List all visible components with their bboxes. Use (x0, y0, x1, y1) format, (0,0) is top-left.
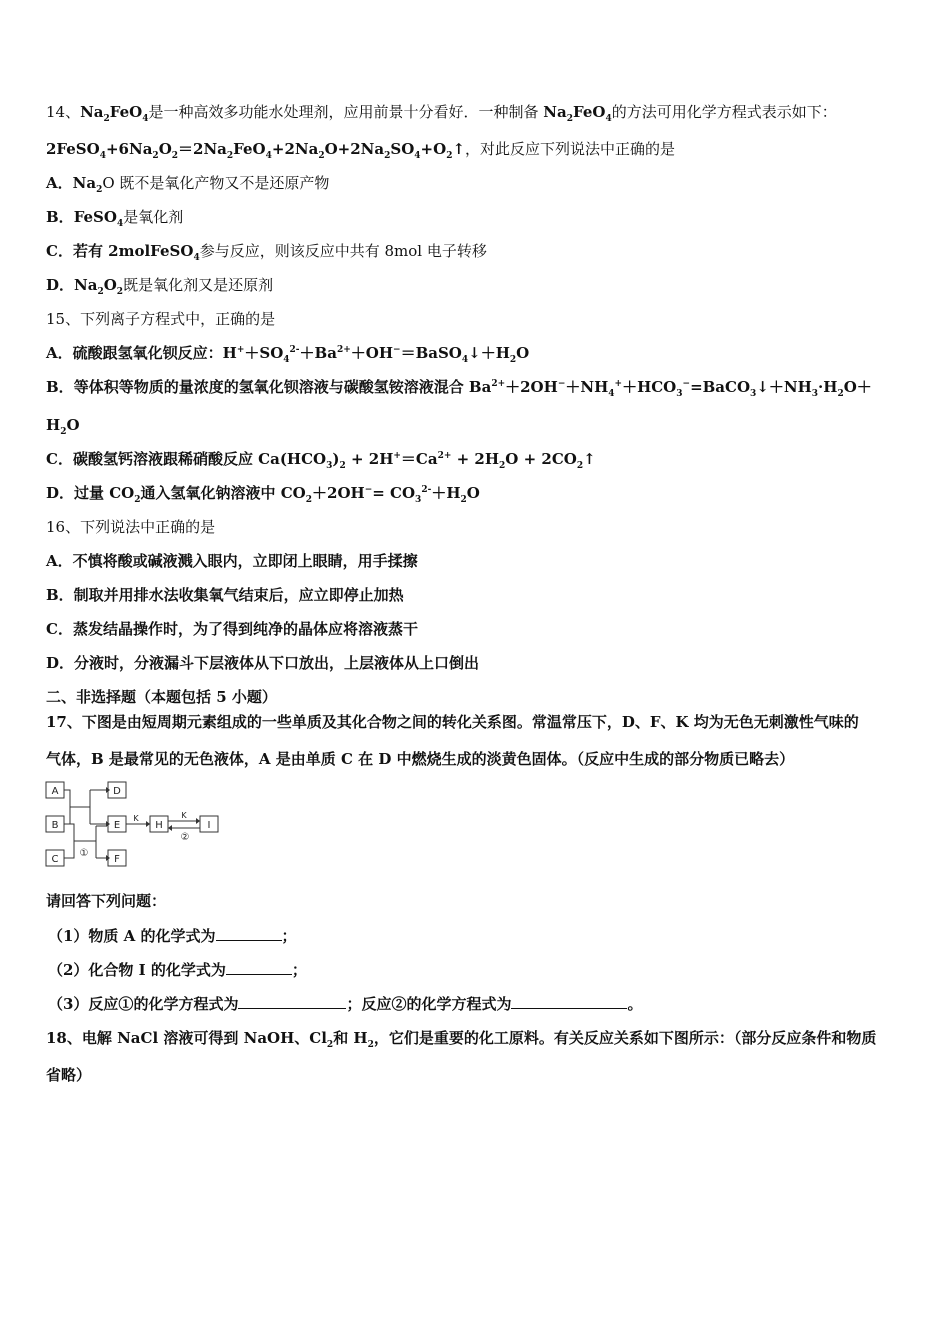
q14-stem: 14、$Na_2FeO_4$是一种高效多功能水处理剂，应用前景十分看好．一种制备 $Na_2FeO_4$的方法可用化学方程式表示如下： (46, 103, 837, 124)
edge-k-label-2: K (181, 811, 187, 820)
q16-stem: 16、下列说法中正确的是 (46, 518, 216, 536)
q17-sub3: （3）反应①的化学方程式为 ；反应②的化学方程式为 。 (48, 995, 643, 1013)
node-d-label: D (113, 786, 121, 797)
reaction-2-label: ② (180, 832, 190, 843)
q14-equation: $2FeSO_4+6Na_2O_2=2Na_2FeO_4+2Na_2O+2Na_2SO_4+O_2↑$，对此反应下列说法中正确的是 (46, 140, 676, 161)
q15-option-b: B．等体积等物质的量浓度的氢氧化钡溶液与碳酸氢铵溶液混合 $Ba^{2+}+2OH^-+NH_4^++HCO_3^-=BaCO_3↓+NH_3\cdot H_2O+$ (46, 378, 872, 399)
q15-option-a: A．硫酸跟氢氧化钡反应：$H^++SO_4^{2-}+Ba^{2+}+OH^-=BaSO_4↓+H_2O$ (46, 344, 530, 365)
q14-option-a: A．$Na_2O$ 既不是氧化产物又不是还原产物 (46, 174, 330, 195)
q15-stem: 15、下列离子方程式中，正确的是 (46, 310, 276, 328)
arrow-to-i (196, 818, 200, 824)
reaction-1-label: ① (79, 848, 89, 859)
answer-blank-3[interactable] (238, 994, 346, 1009)
q18-stem-line1: 18、电解 NaCl 溶液可得到 NaOH、$Cl_2$和 $H_2$，它们是重要的化工原料。有关反应关系如下图所示：（部分反应条件和物质 (46, 1029, 877, 1050)
edge-k-label: K (133, 814, 139, 823)
q17-sub1: （1）物质 A 的化学式为 ； (48, 927, 297, 945)
q17-sub2: （2）化合物 I 的化学式为 ； (48, 961, 307, 979)
q14-option-b: B．FeSO$_4$是氧化剂 (46, 208, 184, 229)
arrow-back-to-h (168, 825, 172, 831)
reaction-diagram (44, 776, 224, 872)
q16-option-d: D．分液时，分液漏斗下层液体从下口放出，上层液体从上口倒出 (46, 654, 480, 672)
answer-blank-1[interactable] (216, 926, 282, 941)
node-e-label: E (113, 820, 121, 831)
node-c-label: C (51, 854, 59, 865)
q15-option-b-continued: $H_2O$ (46, 416, 80, 437)
answer-blank-2[interactable] (226, 960, 292, 975)
arrow-to-h (146, 821, 150, 827)
q16-option-b: B．制取并用排水法收集氧气结束后，应立即停止加热 (46, 586, 404, 604)
node-a-label: A (51, 786, 59, 797)
q16-option-c: C．蒸发结晶操作时，为了得到纯净的晶体应将溶液蒸干 (46, 620, 418, 638)
answer-blank-4[interactable] (511, 994, 627, 1009)
node-i-label: I (207, 820, 211, 831)
node-h-label: H (155, 820, 163, 831)
q15-option-d: D．过量 $CO_2$通入氢氧化钠溶液中 $CO_2+2OH^-= CO_3^{2-}+H_2O$ (46, 484, 480, 505)
node-f-label: F (114, 854, 120, 865)
q14-option-c: C．若有 2molFeSO$_4$参与反应，则该反应中共有 8mol 电子转移 (46, 242, 487, 263)
q15-option-c: C．碳酸氢钙溶液跟稀硝酸反应 $Ca(HCO_3)_2 + 2H^+=Ca^{2+} + 2H_2O$ + $2CO_2↑$ (46, 450, 596, 471)
q14-option-d: D．$Na_2O_2$既是氧化剂又是还原剂 (46, 276, 274, 297)
node-b-label: B (51, 820, 59, 831)
q17-stem-line1: 17、下图是由短周期元素组成的一些单质及其化合物之间的转化关系图。常温常压下，D、F、K 均为无色无刺激性气味的 (46, 713, 859, 731)
q16-option-a: A．不慎将酸或碱液溅入眼内，立即闭上眼睛，用手揉擦 (46, 552, 418, 570)
q17-prompt: 请回答下列问题： (46, 892, 167, 910)
section-heading: 二、非选择题（本题包括 5 小题） (46, 688, 277, 706)
q18-stem-line2: 省略） (46, 1066, 92, 1084)
q17-stem-line2: 气体，B 是最常见的无色液体，A 是由单质 C 在 D 中燃烧生成的淡黄色固体。（反应中生成的部分物质已略去） (46, 750, 795, 768)
